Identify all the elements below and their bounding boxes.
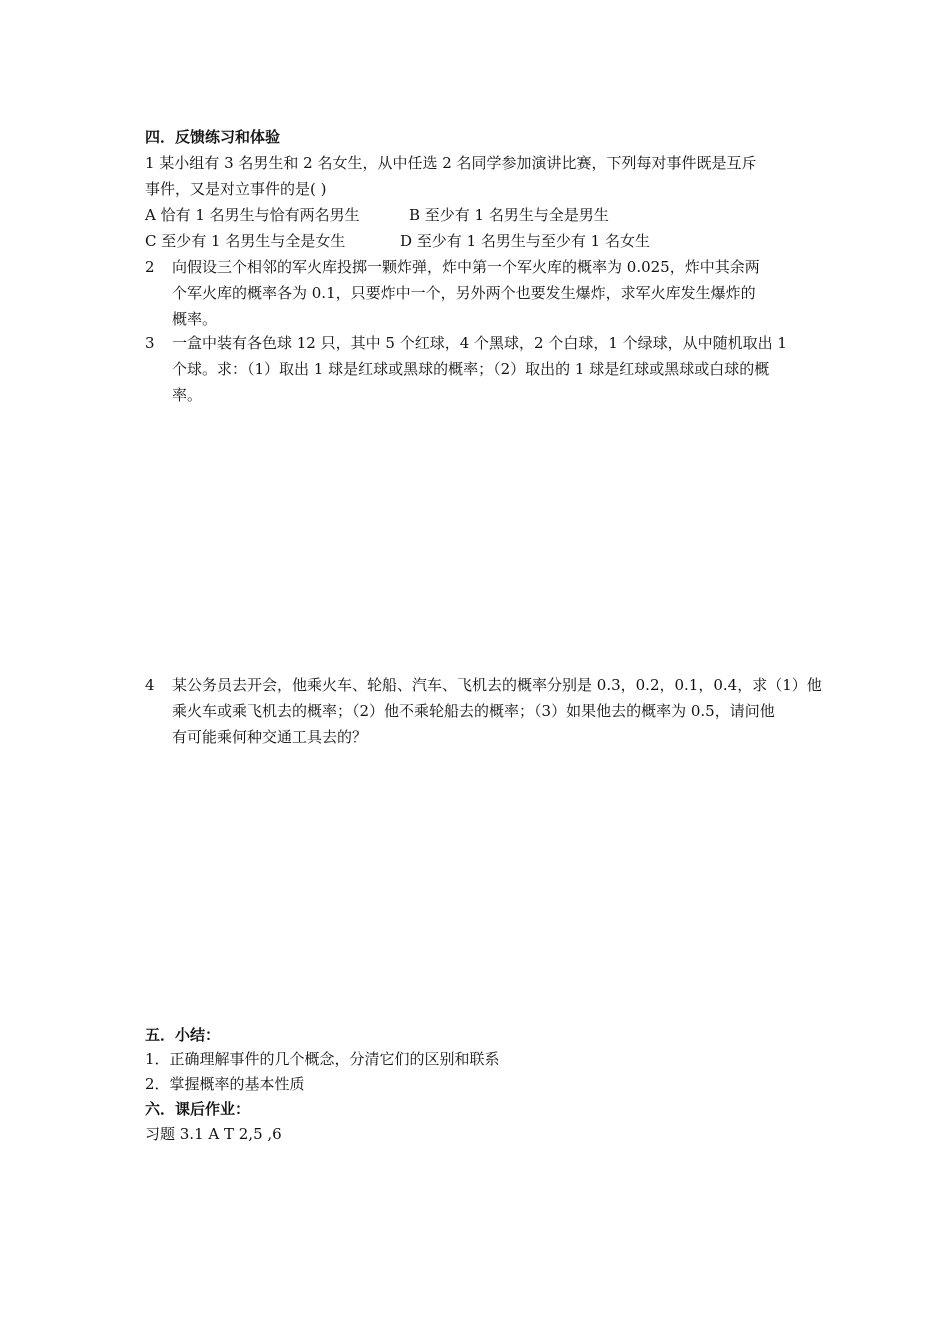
q2-text (172, 254, 810, 332)
q3-line: 率。 (172, 386, 203, 404)
q1-text-line1: 1 某小组有 3 名男生和 2 名女生，从中任选 2 名同学参加演讲比赛，下列每对事件既是互斥 (145, 154, 757, 172)
q2-line: 概率。 (172, 310, 218, 328)
q2-line: 向假设三个相邻的军火库投掷一颗炸弹，炸中第一个军火库的概率为 0.025，炸中其余两 (172, 258, 760, 276)
q3-number: 3 (145, 334, 155, 352)
q4-number: 4 (145, 676, 155, 694)
summary-item-1: 1．正确理解事件的几个概念，分清它们的区别和联系 (145, 1050, 500, 1068)
section-5-title: 五．小结： (145, 1026, 221, 1044)
q3-line: 一盒中装有各色球 12 只，其中 5 个红球，4 个黑球，2 个白球，1 个绿球，从中随机取出 1 (172, 334, 787, 352)
q1-option-b: B 至少有 1 名男生与全是男生 (409, 206, 609, 224)
q1-option-a: A 恰有 1 名男生与恰有两名男生 (145, 206, 360, 224)
q2-number: 2 (145, 258, 155, 276)
q4-line: 有可能乘何种交通工具去的？ (172, 728, 368, 746)
q3-text (172, 330, 810, 408)
section-4-title: 四．反馈练习和体验 (145, 128, 281, 146)
homework-text: 习题 3.1 A T 2,5 ,6 (145, 1125, 282, 1143)
q1-option-c: C 至少有 1 名男生与全是女生 (145, 232, 346, 250)
q4-text (172, 672, 822, 750)
q1-text-line2: 事件，又是对立事件的是( ) (145, 180, 327, 198)
q2-line: 个军火库的概率各为 0.1，只要炸中一个，另外两个也要发生爆炸，求军火库发生爆炸的 (172, 284, 756, 302)
summary-item-2: 2．掌握概率的基本性质 (145, 1075, 305, 1093)
q4-line: 某公务员去开会，他乘火车、轮船、汽车、飞机去的概率分别是 0.3，0.2，0.1，0.4，求（1）他 (172, 676, 822, 694)
q1-option-d: D 至少有 1 名男生与至少有 1 名女生 (400, 232, 650, 250)
q3-line: 个球。求：（1）取出 1 球是红球或黑球的概率；（2）取出的 1 球是红球或黑球或白球的概 (172, 360, 770, 378)
section-6-title: 六．课后作业： (145, 1100, 251, 1118)
q4-line: 乘火车或乘飞机去的概率；（2）他不乘轮船去的概率；（3）如果他去的概率为 0.5，请问他 (172, 702, 775, 720)
